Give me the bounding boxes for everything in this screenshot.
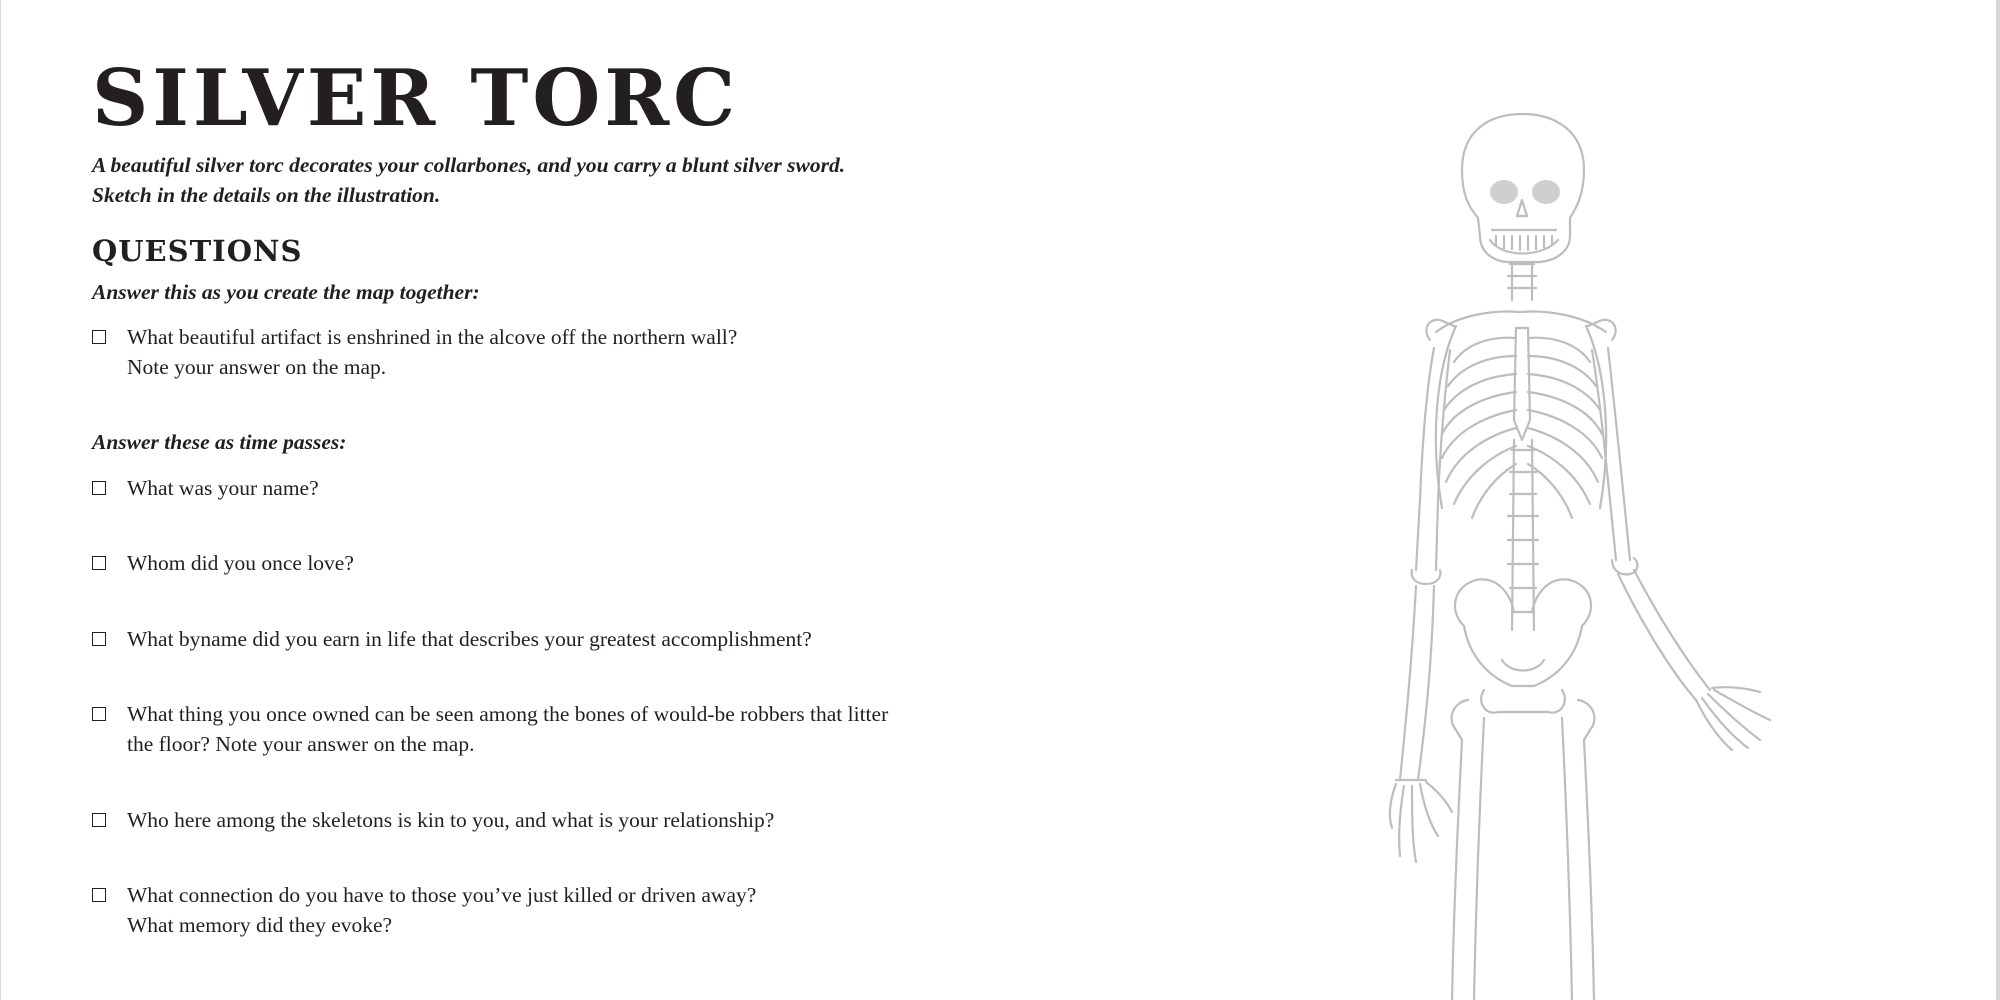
question-text-continued: the floor? Note your answer on the map. [127, 732, 475, 756]
intro-line-1: A beautiful silver torc decorates your collarbones, and you carry a blunt silver sword. [92, 153, 846, 177]
question-checkbox[interactable] [92, 813, 106, 827]
question-checkbox[interactable] [92, 330, 106, 344]
question-item [92, 805, 1052, 835]
question-checkbox[interactable] [92, 888, 106, 902]
skeleton-illustration [1240, 100, 1840, 1000]
question-text: What byname did you earn in life that describes your greatest accomplishment? [127, 627, 812, 651]
prompt-time: Answer these as time passes: [92, 430, 347, 454]
question-text: Whom did you once love? [127, 551, 354, 575]
question-text: What thing you once owned can be seen among the bones of would-be robbers that litter [127, 702, 889, 726]
question-text-continued: Note your answer on the map. [127, 355, 387, 379]
question-item [92, 699, 1052, 759]
question-text: What beautiful artifact is enshrined in the alcove off the northern wall? [127, 325, 738, 349]
question-text: What was your name? [127, 476, 319, 500]
question-item [92, 548, 1052, 578]
page-title: SILVER TORC [92, 53, 740, 144]
question-checkbox[interactable] [92, 556, 106, 570]
page-right-border [1996, 0, 2000, 1000]
prompt-map: Answer this as you create the map together: [92, 280, 480, 304]
question-item [92, 322, 1052, 382]
question-text: What connection do you have to those you’ve just killed or driven away? [127, 883, 757, 907]
questions-heading: QUESTIONS [92, 234, 303, 268]
page-edge [0, 0, 1, 1000]
question-text: Who here among the skeletons is kin to you, and what is your relationship? [127, 808, 775, 832]
question-checkbox[interactable] [92, 632, 106, 646]
question-checkbox[interactable] [92, 481, 106, 495]
question-item [92, 880, 1052, 940]
question-item [92, 624, 1052, 654]
question-item [92, 473, 1052, 503]
intro-text [92, 150, 1032, 210]
skull-icon [1462, 114, 1584, 262]
question-checkbox[interactable] [92, 707, 106, 721]
question-text-continued: What memory did they evoke? [127, 913, 393, 937]
intro-line-2: Sketch in the details on the illustration. [92, 183, 441, 207]
